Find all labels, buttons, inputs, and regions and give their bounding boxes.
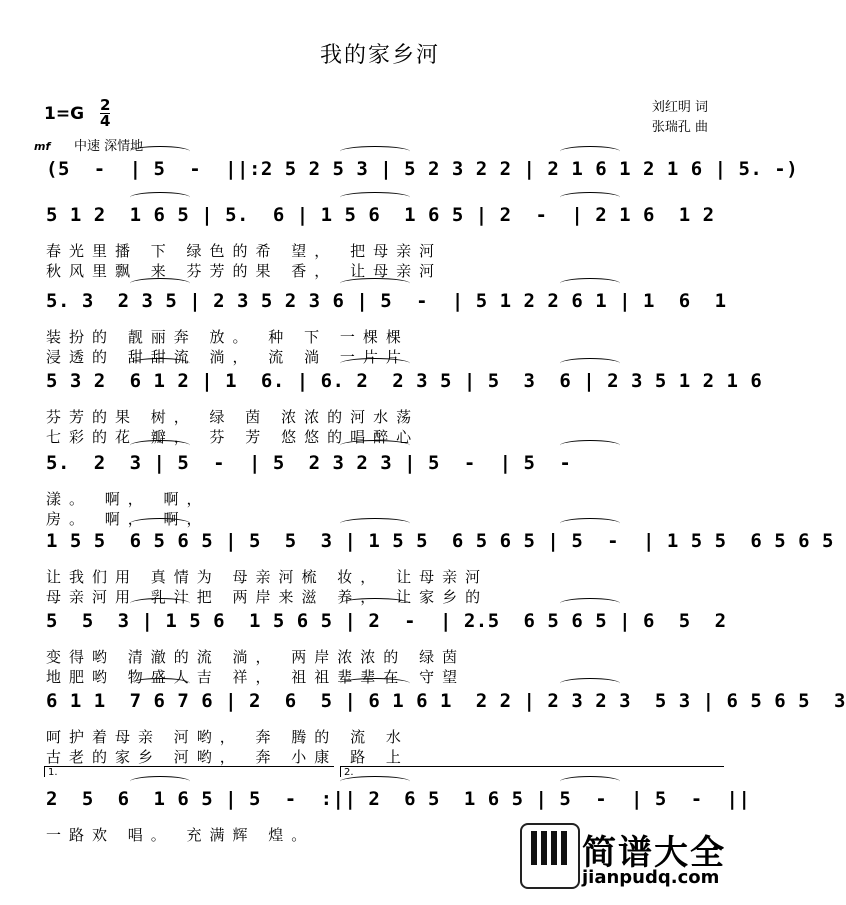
slur — [560, 678, 620, 689]
note-line: 1 5 5 6 5 6 5 | 5 5 3 | 1 5 5 6 5 6 5 | 5 - | 1 5 5 6 5 6 5 — [46, 530, 834, 552]
slur — [340, 146, 410, 157]
slur — [130, 278, 190, 289]
slur — [340, 518, 410, 529]
time-signature — [100, 98, 110, 129]
slur — [130, 440, 190, 451]
lyric-line: 变得哟 清澈的流 淌， 两岸浓浓的 绿茵 — [46, 648, 466, 666]
slur — [130, 358, 190, 369]
note-line: (5 - | 5 - ||:2 5 2 5 3 | 5 2 3 2 2 | 2 1 6 1 2 1 6 | 5. -) — [46, 158, 799, 180]
song-title: 我的家乡河 — [319, 43, 440, 68]
slur — [340, 678, 410, 689]
first-ending-bracket: 1. — [44, 766, 334, 777]
note-line: 5 3 2 6 1 2 | 1 6. | 6. 2 2 3 5 | 5 3 6 | 2 3 5 1 2 1 6 — [46, 370, 763, 392]
lyric-line: 让我们用 真情为 母亲河梳 妆， 让母亲河 — [46, 568, 489, 586]
slur — [560, 146, 620, 157]
slur — [130, 776, 190, 787]
tempo-marking: 中速 深情地 — [74, 139, 144, 154]
lyric-line: 地肥哟 物盛人吉 祥， 祖祖辈辈在 守望 — [46, 668, 466, 686]
slur — [560, 598, 620, 609]
lyric-line: 春光里播 下 绿色的希 望， 把母亲河 — [46, 242, 443, 260]
composer: 张瑞孔 曲 — [651, 120, 708, 135]
site-logo — [520, 823, 750, 893]
key-signature: 1=G — [44, 104, 85, 124]
score-row — [40, 444, 726, 480]
lyric-line: 呵护着母亲 河哟， 奔 腾的 流 水 — [46, 728, 409, 746]
note-line: 2 5 6 1 6 5 | 5 - :|| 2 6 5 1 6 5 | 5 - | 5 - || — [46, 788, 751, 810]
slur — [340, 192, 410, 203]
slur — [130, 518, 190, 529]
piano-keys-icon — [520, 823, 580, 889]
slur — [560, 440, 620, 451]
slur — [560, 776, 620, 787]
score-row — [40, 150, 799, 186]
score-row — [40, 780, 751, 816]
time-signature-bottom: 4 — [100, 112, 111, 130]
lyric-line: 古老的家乡 河哟， 奔 小康 路 上 — [46, 748, 409, 766]
slur — [130, 146, 190, 157]
second-ending-bracket: 2. — [340, 766, 724, 777]
logo-url-text: jianpudq.com — [582, 867, 720, 888]
lyric-line: 母亲河用 乳汁把 两岸来滋 养， 让家乡的 — [46, 588, 489, 606]
slur — [130, 598, 190, 609]
score-row — [40, 362, 763, 398]
slur — [340, 440, 410, 451]
slur — [340, 358, 410, 369]
slur — [560, 358, 620, 369]
lyric-line: 装扮的 靓丽奔 放。 种 下 一棵棵 — [46, 328, 409, 346]
slur — [560, 518, 620, 529]
slur — [560, 192, 620, 203]
slur — [130, 678, 190, 689]
logo-chinese-text: 简谱大全 — [582, 833, 726, 873]
slur — [130, 192, 190, 203]
lyric-line: 一路欢 唱。 充满辉 煌。 — [46, 826, 315, 844]
score-row — [40, 682, 846, 718]
note-line: 5 1 2 1 6 5 | 5. 6 | 1 5 6 1 6 5 | 2 - | 2 1 6 1 2 — [46, 204, 715, 226]
score-row — [40, 196, 726, 232]
lyric-line: 漾。 啊， 啊， — [46, 490, 210, 508]
lyric-line: 秋风里飘 来 芬芳的果 香， 让母亲河 — [46, 262, 443, 280]
lyric-line: 芬芳的果 树， 绿 茵 浓浓的河水荡 — [46, 408, 420, 426]
lyric-line: 浸透的 甜甜流 淌， 流 淌 一片片 — [46, 348, 409, 366]
note-line: 5. 3 2 3 5 | 2 3 5 2 3 6 | 5 - | 5 1 2 2 6 1 | 1 6 1 — [46, 290, 727, 312]
score-row — [40, 282, 726, 318]
lyric-line: 房。 啊， 啊， — [46, 510, 210, 528]
score-row — [40, 602, 726, 638]
note-line: 6 1 1 7 6 7 6 | 2 6 5 | 6 1 6 1 2 2 | 2 3 2 3 5 3 | 6 5 6 5 3 — [46, 690, 846, 712]
lyricist: 刘红明 词 — [651, 100, 708, 115]
slur — [340, 278, 410, 289]
slur — [340, 598, 410, 609]
note-line: 5. 2 3 | 5 - | 5 2 3 2 3 | 5 - | 5 - — [46, 452, 572, 474]
time-signature-top: 2 — [100, 96, 111, 114]
score-row — [40, 522, 834, 558]
slur — [560, 278, 620, 289]
note-line: 5 5 3 | 1 5 6 1 5 6 5 | 2 - | 2.5 6 5 6 5 | 6 5 2 — [46, 610, 727, 632]
lyric-line: 七彩的花 瓣， 芬 芳 悠悠的唱醉心 — [46, 428, 420, 446]
dynamic-marking: mf — [34, 140, 51, 153]
